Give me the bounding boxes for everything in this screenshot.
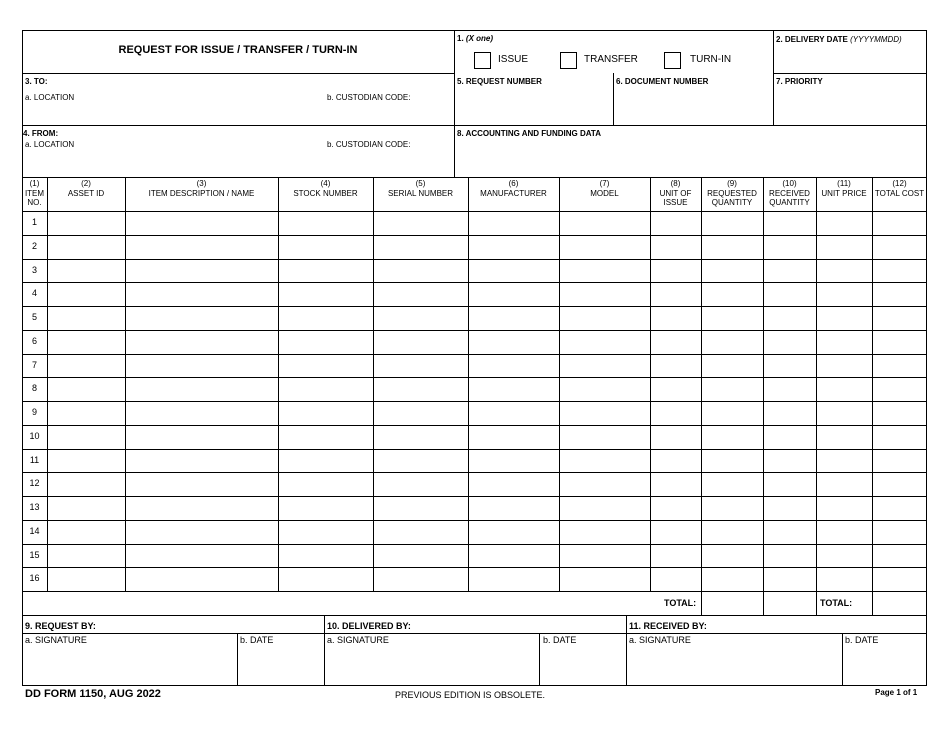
cell-requested-quantity[interactable] [702, 236, 762, 258]
cell-asset-id[interactable] [48, 212, 124, 234]
cell-asset-id[interactable] [48, 426, 124, 448]
col-name: MODEL [590, 188, 619, 198]
to-location-label: a. LOCATION [25, 93, 75, 102]
cell-asset-id[interactable] [48, 236, 124, 258]
cell-unit-price[interactable] [817, 473, 871, 495]
total-cost-field[interactable] [858, 592, 926, 614]
cell-total-cost[interactable] [873, 236, 926, 258]
cell-requested-quantity[interactable] [702, 283, 762, 305]
cell-total-cost[interactable] [873, 545, 926, 567]
turn-in-checkbox[interactable] [664, 52, 681, 69]
cell-total-cost[interactable] [873, 331, 926, 353]
cell-serial-number[interactable] [374, 521, 467, 543]
col-header-asset-id [47, 179, 125, 198]
cell-requested-quantity[interactable] [702, 378, 762, 400]
col-header-model [559, 179, 650, 198]
divider [626, 615, 627, 686]
cell-unit-of-issue[interactable] [651, 260, 700, 282]
block1-note: (X one) [465, 34, 494, 43]
cell-serial-number[interactable] [374, 545, 467, 567]
form-title: REQUEST FOR ISSUE / TRANSFER / TURN-IN [118, 44, 358, 56]
cell-asset-id[interactable] [48, 473, 124, 495]
cell-description[interactable] [126, 426, 277, 448]
cell-model[interactable] [560, 473, 649, 495]
cell-model[interactable] [560, 236, 649, 258]
cell-received-quantity[interactable] [764, 331, 815, 353]
col-name: ITEM NO. [24, 188, 45, 207]
cell-stock-number[interactable] [279, 378, 372, 400]
cell-model[interactable] [560, 307, 649, 329]
cell-serial-number[interactable] [374, 497, 467, 519]
cell-unit-of-issue[interactable] [651, 378, 700, 400]
cell-stock-number[interactable] [279, 545, 372, 567]
cell-received-quantity[interactable] [764, 236, 815, 258]
divider [22, 177, 927, 178]
cell-model[interactable] [560, 402, 649, 424]
cell-serial-number[interactable] [374, 378, 467, 400]
row-number: 13 [29, 502, 40, 512]
divider [22, 633, 927, 634]
col-header-manufacturer [468, 179, 559, 198]
total-label-cost: TOTAL: [820, 598, 853, 608]
cell-received-quantity[interactable] [764, 426, 815, 448]
request-by-date-field[interactable] [240, 648, 322, 684]
delivered-by-date-label: b. DATE [543, 635, 577, 645]
row-number: 15 [29, 550, 40, 560]
col-name: RECEIVED QUANTITY [769, 188, 810, 207]
col-num: (1) [29, 179, 40, 188]
row-number: 8 [31, 383, 37, 393]
cell-requested-quantity[interactable] [702, 212, 762, 234]
cell-received-quantity[interactable] [764, 497, 815, 519]
delivered-by-label: 10. DELIVERED BY: [327, 621, 411, 631]
cell-total-cost[interactable] [873, 450, 926, 472]
col-num: (5) [415, 179, 426, 188]
cell-description[interactable] [126, 283, 277, 305]
cell-description[interactable] [126, 331, 277, 353]
divider [454, 30, 455, 177]
form-id: DD FORM 1150, AUG 2022 [25, 688, 161, 700]
received-by-signature-field[interactable] [629, 648, 840, 684]
divider [613, 73, 614, 125]
cell-received-quantity[interactable] [764, 260, 815, 282]
cell-received-quantity[interactable] [764, 545, 815, 567]
cell-model[interactable] [560, 521, 649, 543]
cell-received-quantity[interactable] [764, 212, 815, 234]
cell-description[interactable] [126, 497, 277, 519]
cell-model[interactable] [560, 450, 649, 472]
cell-total-cost[interactable] [873, 283, 926, 305]
cell-description[interactable] [126, 212, 277, 234]
cell-serial-number[interactable] [374, 331, 467, 353]
cell-stock-number[interactable] [279, 212, 372, 234]
cell-unit-of-issue[interactable] [651, 426, 700, 448]
col-name: ASSET ID [67, 188, 105, 198]
cell-unit-price[interactable] [817, 521, 871, 543]
total-requested-field[interactable] [702, 592, 762, 614]
cell-unit-price[interactable] [817, 283, 871, 305]
cell-unit-price[interactable] [817, 236, 871, 258]
cell-unit-price[interactable] [817, 378, 871, 400]
cell-asset-id[interactable] [48, 307, 124, 329]
cell-total-cost[interactable] [873, 521, 926, 543]
cell-stock-number[interactable] [279, 473, 372, 495]
cell-requested-quantity[interactable] [702, 402, 762, 424]
cell-stock-number[interactable] [279, 450, 372, 472]
cell-unit-of-issue[interactable] [651, 212, 700, 234]
cell-manufacturer[interactable] [469, 521, 558, 543]
cell-manufacturer[interactable] [469, 307, 558, 329]
col-num: (2) [81, 179, 91, 188]
row-number: 5 [31, 312, 37, 322]
cell-total-cost[interactable] [873, 473, 926, 495]
request-by-signature-label: a. SIGNATURE [25, 635, 87, 645]
cell-requested-quantity[interactable] [702, 426, 762, 448]
cell-requested-quantity[interactable] [702, 497, 762, 519]
cell-total-cost[interactable] [873, 307, 926, 329]
col-num: (6) [508, 179, 519, 188]
cell-unit-price[interactable] [817, 568, 871, 590]
cell-total-cost[interactable] [873, 426, 926, 448]
document-number-label: 6. DOCUMENT NUMBER [616, 77, 709, 86]
row-number: 3 [31, 265, 37, 275]
cell-received-quantity[interactable] [764, 355, 815, 377]
cell-asset-id[interactable] [48, 497, 124, 519]
divider [539, 633, 540, 686]
cell-unit-of-issue[interactable] [651, 307, 700, 329]
cell-stock-number[interactable] [279, 355, 372, 377]
cell-asset-id[interactable] [48, 545, 124, 567]
delivered-by-signature-field[interactable] [327, 648, 537, 684]
cell-model[interactable] [560, 568, 649, 590]
col-name: ITEM DESCRIPTION / NAME [148, 188, 255, 198]
cell-description[interactable] [126, 568, 277, 590]
col-num: (7) [599, 179, 610, 188]
block1-label [457, 34, 493, 43]
cell-model[interactable] [560, 260, 649, 282]
cell-stock-number[interactable] [279, 260, 372, 282]
cell-manufacturer[interactable] [469, 283, 558, 305]
to-label: 3. TO: [25, 77, 48, 86]
cell-model[interactable] [560, 426, 649, 448]
received-by-date-label: b. DATE [845, 635, 879, 645]
cell-manufacturer[interactable] [469, 568, 558, 590]
cell-requested-quantity[interactable] [702, 545, 762, 567]
cell-asset-id[interactable] [48, 378, 124, 400]
divider [22, 615, 927, 616]
col-name: UNIT OF ISSUE [659, 188, 692, 207]
accounting-field[interactable] [457, 142, 924, 174]
request-number-label: 5. REQUEST NUMBER [457, 77, 542, 86]
transfer-label: TRANSFER [584, 54, 638, 65]
cell-unit-of-issue[interactable] [651, 497, 700, 519]
cell-unit-price[interactable] [817, 497, 871, 519]
cell-manufacturer[interactable] [469, 355, 558, 377]
row-number: 2 [31, 241, 37, 251]
cell-requested-quantity[interactable] [702, 260, 762, 282]
divider [816, 591, 817, 615]
row-number: 10 [29, 431, 40, 441]
cell-unit-price[interactable] [817, 331, 871, 353]
row-number: 11 [29, 455, 40, 465]
divider [773, 30, 774, 125]
page-number: Page 1 of 1 [875, 688, 918, 697]
col-name: REQUESTED QUANTITY [707, 188, 757, 207]
total-received-field[interactable] [764, 592, 815, 614]
cell-stock-number[interactable] [279, 236, 372, 258]
accounting-label: 8. ACCOUNTING AND FUNDING DATA [457, 129, 601, 138]
row-number: 7 [31, 360, 37, 370]
cell-model[interactable] [560, 283, 649, 305]
cell-manufacturer[interactable] [469, 545, 558, 567]
cell-stock-number[interactable] [279, 402, 372, 424]
cell-stock-number[interactable] [279, 331, 372, 353]
cell-serial-number[interactable] [374, 402, 467, 424]
delivery-date-label [776, 35, 902, 44]
divider [22, 125, 927, 126]
cell-manufacturer[interactable] [469, 212, 558, 234]
cell-received-quantity[interactable] [764, 450, 815, 472]
col-header-serial-number [373, 179, 468, 198]
cell-description[interactable] [126, 402, 277, 424]
priority-field[interactable] [776, 90, 924, 122]
col-num: (8) [670, 179, 681, 188]
from-label: 4. FROM: [23, 129, 59, 138]
from-location-label: a. LOCATION [25, 140, 75, 149]
cell-serial-number[interactable] [374, 355, 467, 377]
cell-manufacturer[interactable] [469, 497, 558, 519]
cell-model[interactable] [560, 378, 649, 400]
cell-serial-number[interactable] [374, 260, 467, 282]
cell-stock-number[interactable] [279, 521, 372, 543]
cell-description[interactable] [126, 473, 277, 495]
delivered-by-signature-label: a. SIGNATURE [327, 635, 389, 645]
from-custodian-label: b. CUSTODIAN CODE: [327, 140, 411, 149]
cell-requested-quantity[interactable] [702, 568, 762, 590]
cell-serial-number[interactable] [374, 450, 467, 472]
transfer-checkbox[interactable] [560, 52, 577, 69]
row-number: 9 [31, 407, 37, 417]
cell-unit-price[interactable] [817, 307, 871, 329]
priority-label: 7. PRIORITY [776, 77, 823, 86]
cell-total-cost[interactable] [873, 568, 926, 590]
cell-asset-id[interactable] [48, 450, 124, 472]
cell-description[interactable] [126, 307, 277, 329]
cell-requested-quantity[interactable] [702, 331, 762, 353]
cell-stock-number[interactable] [279, 283, 372, 305]
cell-received-quantity[interactable] [764, 402, 815, 424]
cell-unit-price[interactable] [817, 260, 871, 282]
cell-unit-of-issue[interactable] [651, 402, 700, 424]
col-header-unit-price [816, 179, 872, 198]
cell-stock-number[interactable] [279, 307, 372, 329]
block1-number: 1. [457, 34, 464, 43]
to-location-field[interactable] [25, 104, 315, 122]
divider [773, 73, 927, 74]
cell-description[interactable] [126, 260, 277, 282]
cell-serial-number[interactable] [374, 212, 467, 234]
cell-serial-number[interactable] [374, 307, 467, 329]
col-name: UNIT PRICE [821, 188, 867, 198]
cell-unit-of-issue[interactable] [651, 568, 700, 590]
document-number-field[interactable] [616, 90, 770, 122]
cell-description[interactable] [126, 236, 277, 258]
cell-asset-id[interactable] [48, 402, 124, 424]
cell-manufacturer[interactable] [469, 378, 558, 400]
cell-asset-id[interactable] [48, 521, 124, 543]
col-header-stock-number [278, 179, 373, 198]
col-name: SERIAL NUMBER [387, 188, 454, 198]
col-num: (9) [727, 179, 737, 188]
col-header-requested-quantity [701, 179, 763, 208]
issue-label: ISSUE [498, 54, 529, 65]
cell-unit-of-issue[interactable] [651, 450, 700, 472]
col-num: (4) [320, 179, 331, 188]
turn-in-label: TURN-IN [690, 54, 732, 65]
col-num: (10) [782, 179, 797, 188]
col-name: TOTAL COST [874, 188, 925, 198]
received-by-date-field[interactable] [845, 648, 925, 684]
col-name: MANUFACTURER [480, 188, 547, 198]
cell-asset-id[interactable] [48, 283, 124, 305]
cell-description[interactable] [126, 545, 277, 567]
cell-unit-of-issue[interactable] [651, 355, 700, 377]
col-header-description [125, 179, 278, 198]
cell-received-quantity[interactable] [764, 283, 815, 305]
cell-total-cost[interactable] [873, 260, 926, 282]
col-num: (3) [196, 179, 207, 188]
cell-received-quantity[interactable] [764, 473, 815, 495]
cell-total-cost[interactable] [873, 378, 926, 400]
issue-checkbox[interactable] [474, 52, 491, 69]
cell-total-cost[interactable] [873, 212, 926, 234]
cell-manufacturer[interactable] [469, 236, 558, 258]
cell-unit-price[interactable] [817, 545, 871, 567]
divider [842, 633, 843, 686]
row-number: 16 [29, 573, 40, 583]
row-number: 12 [29, 478, 40, 488]
cell-model[interactable] [560, 331, 649, 353]
delivery-date-format: (YYYYMMDD) [850, 35, 902, 44]
request-by-label: 9. REQUEST BY: [25, 621, 96, 631]
cell-unit-of-issue[interactable] [651, 521, 700, 543]
cell-stock-number[interactable] [279, 497, 372, 519]
cell-unit-price[interactable] [817, 212, 871, 234]
row-number: 4 [31, 288, 37, 298]
cell-model[interactable] [560, 212, 649, 234]
col-num: (11) [837, 179, 851, 188]
cell-total-cost[interactable] [873, 355, 926, 377]
col-header-received-quantity [763, 179, 816, 208]
from-location-field[interactable] [25, 152, 315, 174]
row-number: 6 [31, 336, 37, 346]
delivery-date-field[interactable] [776, 47, 924, 71]
cell-total-cost[interactable] [873, 497, 926, 519]
cell-requested-quantity[interactable] [702, 355, 762, 377]
col-name: STOCK NUMBER [293, 188, 358, 198]
divider [237, 633, 238, 686]
cell-unit-of-issue[interactable] [651, 331, 700, 353]
cell-model[interactable] [560, 545, 649, 567]
cell-manufacturer[interactable] [469, 473, 558, 495]
cell-description[interactable] [126, 378, 277, 400]
cell-asset-id[interactable] [48, 355, 124, 377]
request-number-field[interactable] [457, 90, 610, 122]
cell-manufacturer[interactable] [469, 402, 558, 424]
cell-serial-number[interactable] [374, 473, 467, 495]
cell-unit-price[interactable] [817, 402, 871, 424]
row-number: 14 [29, 526, 40, 536]
to-custodian-label: b. CUSTODIAN CODE: [327, 93, 411, 102]
cell-stock-number[interactable] [279, 568, 372, 590]
cell-total-cost[interactable] [873, 402, 926, 424]
cell-description[interactable] [126, 355, 277, 377]
row-number: 1 [31, 217, 37, 227]
cell-unit-of-issue[interactable] [651, 236, 700, 258]
total-label-quantity: TOTAL: [664, 598, 697, 608]
cell-unit-price[interactable] [817, 426, 871, 448]
cell-model[interactable] [560, 497, 649, 519]
cell-manufacturer[interactable] [469, 450, 558, 472]
cell-asset-id[interactable] [48, 260, 124, 282]
to-custodian-field[interactable] [327, 104, 451, 122]
cell-received-quantity[interactable] [764, 378, 815, 400]
obsolete-notice: PREVIOUS EDITION IS OBSOLETE. [395, 690, 546, 700]
col-header-item-no [22, 179, 47, 208]
cell-serial-number[interactable] [374, 568, 467, 590]
divider [324, 615, 325, 686]
delivered-by-date-field[interactable] [542, 648, 624, 684]
cell-description[interactable] [126, 450, 277, 472]
cell-requested-quantity[interactable] [702, 521, 762, 543]
request-by-signature-field[interactable] [25, 648, 235, 684]
received-by-signature-label: a. SIGNATURE [629, 635, 691, 645]
cell-unit-of-issue[interactable] [651, 473, 700, 495]
cell-unit-of-issue[interactable] [651, 283, 700, 305]
cell-serial-number[interactable] [374, 283, 467, 305]
cell-requested-quantity[interactable] [702, 307, 762, 329]
cell-asset-id[interactable] [48, 331, 124, 353]
cell-description[interactable] [126, 521, 277, 543]
cell-model[interactable] [560, 355, 649, 377]
cell-received-quantity[interactable] [764, 521, 815, 543]
cell-unit-of-issue[interactable] [651, 545, 700, 567]
col-num: (12) [892, 179, 907, 188]
cell-serial-number[interactable] [374, 426, 467, 448]
cell-manufacturer[interactable] [469, 260, 558, 282]
request-by-date-label: b. DATE [240, 635, 274, 645]
cell-asset-id[interactable] [48, 568, 124, 590]
cell-unit-price[interactable] [817, 355, 871, 377]
cell-manufacturer[interactable] [469, 426, 558, 448]
from-custodian-field[interactable] [327, 152, 451, 174]
delivery-date-title: 2. DELIVERY DATE [776, 35, 848, 44]
cell-received-quantity[interactable] [764, 307, 815, 329]
received-by-label: 11. RECEIVED BY: [629, 621, 707, 631]
cell-requested-quantity[interactable] [702, 473, 762, 495]
cell-serial-number[interactable] [374, 236, 467, 258]
col-header-unit-of-issue [650, 179, 701, 208]
divider [22, 73, 454, 74]
cell-unit-price[interactable] [817, 450, 871, 472]
col-header-total-cost [872, 179, 927, 198]
cell-manufacturer[interactable] [469, 331, 558, 353]
cell-requested-quantity[interactable] [702, 450, 762, 472]
cell-stock-number[interactable] [279, 426, 372, 448]
cell-received-quantity[interactable] [764, 568, 815, 590]
